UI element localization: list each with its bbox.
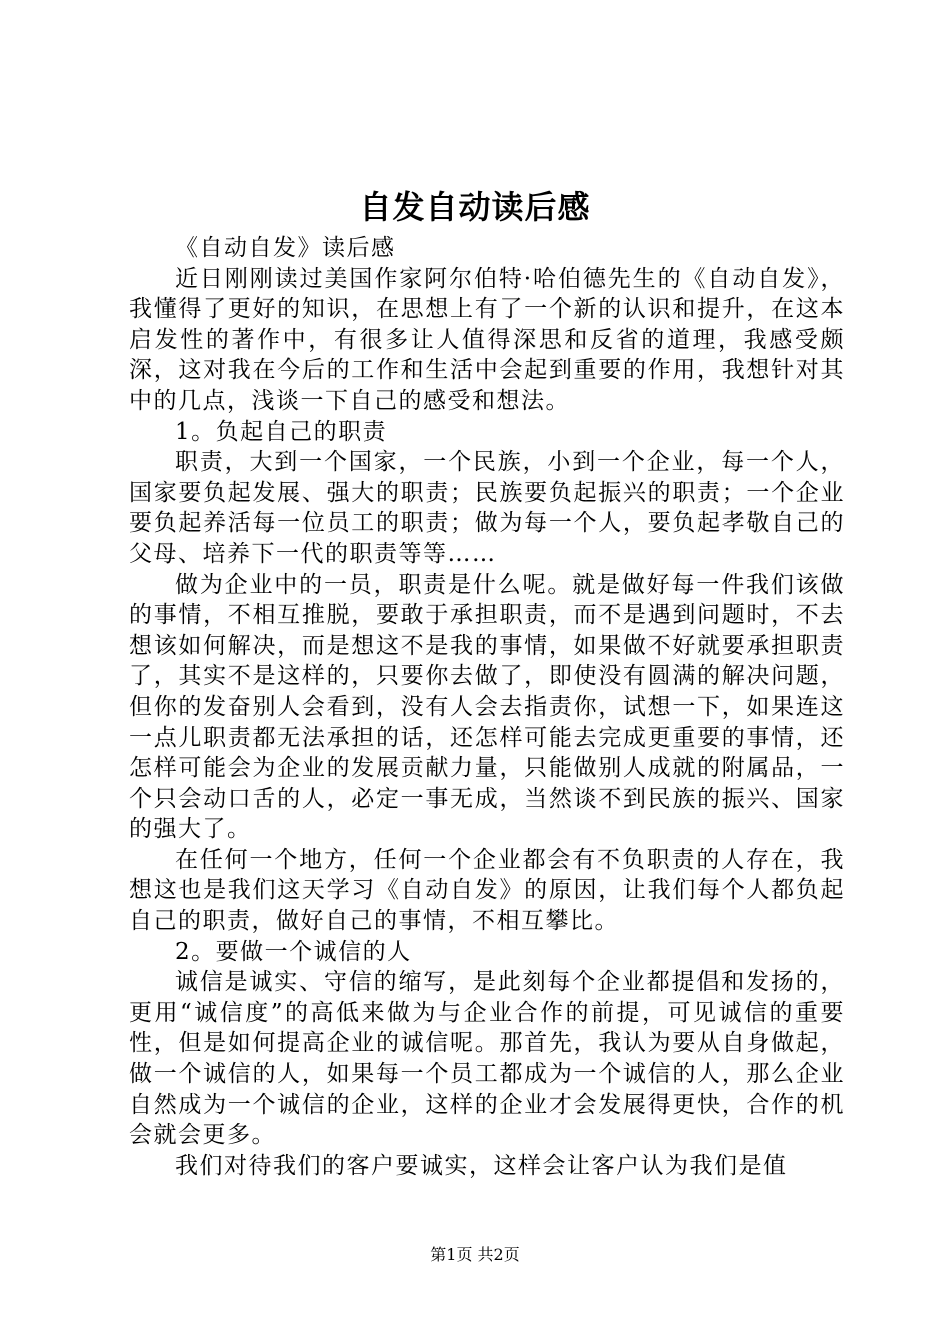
paragraph: 我们对待我们的客户要诚实，这样会让客户认为我们是值: [175, 1152, 788, 1179]
page-footer: 第1页 共2页: [430, 1245, 520, 1264]
paragraph: 在任何一个地方，任何一个企业都会有不负职责的人存在，我想这也是我们这天学习《自动自发》的原因，让我们每个人都负起自己的职责，做好自己的事情，不相互攀比。: [129, 846, 845, 935]
paragraph: 做为企业中的一员，职责是什么呢。就是做好每一件我们该做的事情，不相互推脱，要敢于承担职责，而不是遇到问题时，不去想该如何解决，而是想这不是我的事情，如果做不好就要承担职责了，其实不是这样的，只要你去做了，即使没有圆满的解决问题，但你的发奋别人会看到，没有人会去指责你，试想一下，如果连这一点儿职责都无法承担的话，还怎样可能去完成更重要的事情，还怎样可能会为企业的发展贡献力量，只能做别人成就的附属品，一个只会动口舌的人，必定一事无成，当然谈不到民族的振兴、国家的强大了。: [129, 571, 845, 843]
paragraph-subtitle: 《自动自发》读后感: [175, 235, 396, 261]
section-heading-2: 2。要做一个诚信的人: [175, 938, 412, 965]
document-title: 自发自动读后感: [359, 188, 591, 226]
paragraph: 职责，大到一个国家，一个民族，小到一个企业，每一个人，国家要负起发展、强大的职责；民族要负起振兴的职责；一个企业要负起养活每一位员工的职责；做为每一个人，要负起孝敬自己的父母、培养下一代的职责等等……: [129, 449, 845, 567]
document-body: [129, 233, 845, 1181]
paragraph: 诚信是诚实、守信的缩写，是此刻每个企业都提倡和发扬的，更用“诚信度”的高低来做为与企业合作的前提，可见诚信的重要性，但是如何提高企业的诚信呢。那首先，我认为要从自身做起，做一个诚信的人，如果每一个员工都成为一个诚信的人，那么企业自然成为一个诚信的企业，这样的企业才会发展得更快，合作的机会就会更多。: [129, 969, 845, 1149]
paragraph: 近日刚刚读过美国作家阿尔伯特·哈伯德先生的《自动自发》，我懂得了更好的知识，在思想上有了一个新的认识和提升，在这本启发性的著作中，有很多让人值得深思和反省的道理，我感受颇深，这对我在今后的工作和生活中会起到重要的作用，我想针对其中的几点，浅谈一下自己的感受和想法。: [129, 265, 845, 414]
section-heading-1: 1。负起自己的职责: [175, 418, 388, 445]
